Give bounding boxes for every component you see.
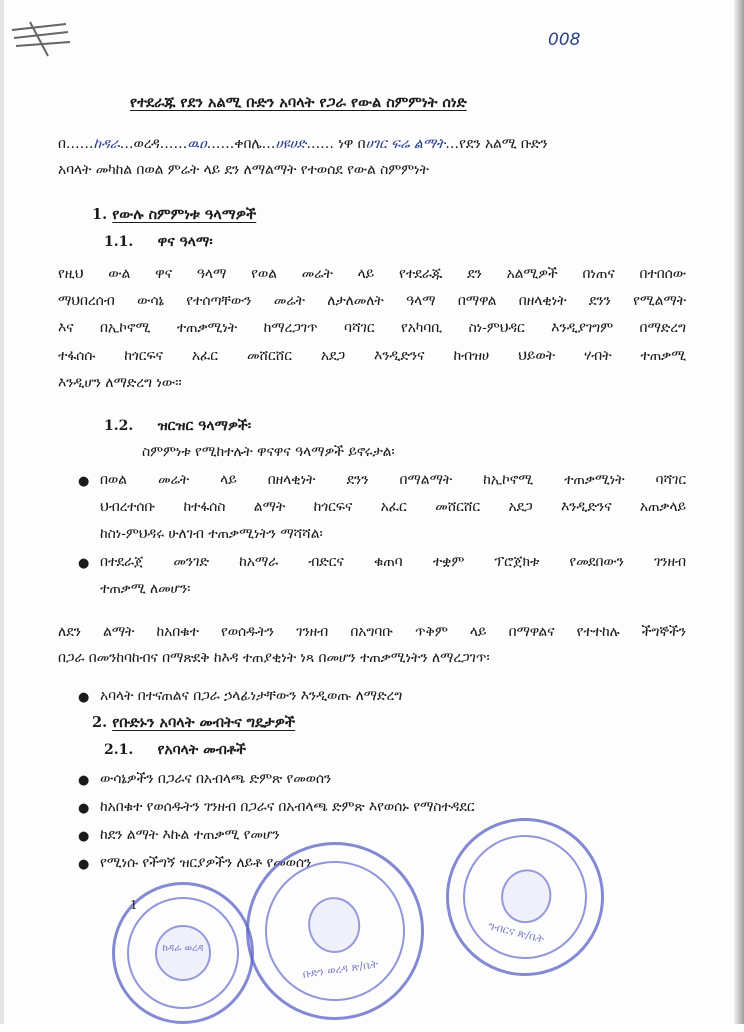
section-2-title: የቡድኑን አባላት መብትና ግዴታዎች <box>112 714 296 731</box>
section-2-heading <box>92 714 295 731</box>
section-1-title: የውሉ ስምምነቱ ዓላማዎች <box>112 206 257 223</box>
paragraph-1-line-2: ማህበረሰብ ውሳኔ የተሰጣቸውን መሬት ለታለመለት ዓላማ በማዋል በዘላቂነት ደንን የሚልማት <box>58 293 686 309</box>
stamp-right-text: ግብርና ጽ/ቤት <box>486 919 546 946</box>
kebele-label: ቀበሌ <box>234 136 262 152</box>
stamp-left-text: ከዳራ ወረዳ <box>162 943 204 954</box>
subsection-1-1-number: 1.1. <box>104 234 134 250</box>
paragraph-2-line-1: ለደን ልማት ከአበቁተ የወሰዱትን ገንዘብ በአግባቡ ጥቅም ላይ በማዋልና የተተከሉ ችግኞችን <box>58 624 686 640</box>
subsection-2-1-number: 2.1. <box>104 742 134 758</box>
subsection-1-1-title: ዋና ዓላማ፡ <box>157 234 213 250</box>
document-title: የተደራጁ የደን አልሚ ቡድን አባላት የጋራ የውል ስምምነት ሰነድ <box>130 94 467 111</box>
paragraph-1-line-5: እንዲሆን ለማድረግ ነው፡፡ <box>58 375 182 391</box>
stamp-right <box>429 801 621 993</box>
section-1-number: 1. <box>92 206 108 223</box>
paragraph-1-line-4: ተፋሰሱ ከጎርፍና አፈር መሸርሸር አደጋ እንዲድንና ከብዝሀ ህይወት ሃብት ተጠቃሚ <box>58 348 686 364</box>
page-left-edge <box>0 0 4 1024</box>
page-mark: 1 <box>130 898 138 912</box>
subsection-1-2-title: ዝርዝር ዓላማዎች፡ <box>157 418 252 434</box>
rights-bullet-1: ውሳኔዎችን በጋራና በአብላጫ ድምጽ የመወሰን <box>100 771 332 787</box>
bullet-marker: ● <box>78 556 90 571</box>
subsection-1-1-heading <box>104 234 213 250</box>
bullet-a1-line-1: በወል መሬት ላይ በዘላቂነት ደንን በማልማት ከኢኮኖሚ ተጠቃሚነት ባሻገር <box>100 472 686 488</box>
stamp-center-text: ቡድን ወረዳ ጽ/ቤት <box>301 957 379 981</box>
intro-line-1-end: የደን አልሚ ቡድን <box>459 136 548 152</box>
bullet-marker: ● <box>78 773 90 788</box>
bullet-marker: ● <box>78 690 90 705</box>
intro-prefix: በ <box>58 136 66 152</box>
bullet-marker: ● <box>78 829 90 844</box>
bullet-a1-line-2: ህብረተሰቡ ከተፋሰስ ልማት ከጎርፍና አፈር መሸርሸር አደጋ እንዲድንና አጠቃላይ <box>100 499 686 515</box>
woreda-label: ወረዳ <box>133 136 160 152</box>
woreda-handwritten: ዉዐ <box>187 136 207 152</box>
kebele-handwritten: ሀዩሀድ <box>275 136 307 152</box>
rights-bullet-3: ከደን ልማት እኩል ተጠቃሚ የመሆን <box>100 827 280 843</box>
resident-label: ነዋ በ <box>338 136 366 152</box>
intro-line-1: በ……ከዳራ…ወረዳ……ዉዐ……ቀበሌ…ሀዩሀድ…… ነዋ በሀገር ፍሬ ልማት…የደን አልሚ ቡድን <box>58 136 548 152</box>
bullet-a1-line-3: ከስነ-ምህዳሩ ሁለገብ ተጠቃሚነትን ማሻሻል፡ <box>100 526 323 542</box>
bullet-marker: ● <box>78 857 90 872</box>
bullet-a2-line-1: በተደራጀ መንገድ ከአማራ ብድርና ቁጠባ ተቋም ፕሮጀክቱ የመደበውን ገንዘብ <box>100 554 686 570</box>
subsection-2-1-heading <box>104 742 246 758</box>
page-right-edge <box>734 0 744 1024</box>
section-2-number: 2. <box>92 714 108 731</box>
bullet-marker: ● <box>78 474 90 489</box>
paragraph-2-line-2: በጋራ በመንከባከብና በማጽደቅ ከእዳ ተጠያቂነት ነጻ በመሆን ተጠቃሚነትን ለማረጋገጥ፡ <box>58 650 490 666</box>
rights-bullet-4: የሚነሱ የችግኝ ዝርያዎችን ለይቶ የመወሰን <box>100 855 312 871</box>
rights-bullet-2: ከአበቁተ የወሰዱትን ገንዘብ በጋራና በአብላጫ ድምጽ እየወሰኑ የማስተዳደር <box>100 799 475 815</box>
bullet-marker: ● <box>78 801 90 816</box>
subsection-2-1-title: የአባላት መብቶች <box>157 742 246 758</box>
intro-line-2: አባላት መካከል በወል ምሬት ላይ ደን ለማልማት የተወሰደ የውል ስምምነት <box>58 162 429 178</box>
paragraph-1-line-3: እና በኢኮኖሚ ተጠቃሚነት ከማረጋገጥ ባሻገር የአካባቢ ስነ-ምህዳር እንዲያገግም በማድረግ <box>58 320 686 336</box>
group-name-handwritten: ሀገር ፍሬ ልማት <box>365 136 446 152</box>
region-handwritten: ከዳራ <box>93 136 120 152</box>
corner-scribble <box>8 20 72 60</box>
subsection-1-2-number: 1.2. <box>104 418 134 434</box>
subsection-1-2-heading <box>104 418 251 434</box>
bullet-b: አባላት በተናጠልና በጋራ ኃላፊነታቸውን እንዲወጡ ለማድረግ <box>100 688 403 704</box>
section-1-heading <box>92 206 256 223</box>
paragraph-1-line-1: የዚህ ውል ዋና ዓላማ የወል መሬት ላይ የተደራጁ ደን አልሚዎች በነጠና በተበሰው <box>58 266 686 282</box>
bullet-a2-line-2: ተጠቃሚ ለመሆን፡ <box>100 581 191 597</box>
subsection-1-2-intro: ስምምነቱ የሚከተሉት ዋናዋና ዓላማዎች ይኖሩታል፡ <box>142 444 395 460</box>
document-number: 008 <box>548 30 581 50</box>
